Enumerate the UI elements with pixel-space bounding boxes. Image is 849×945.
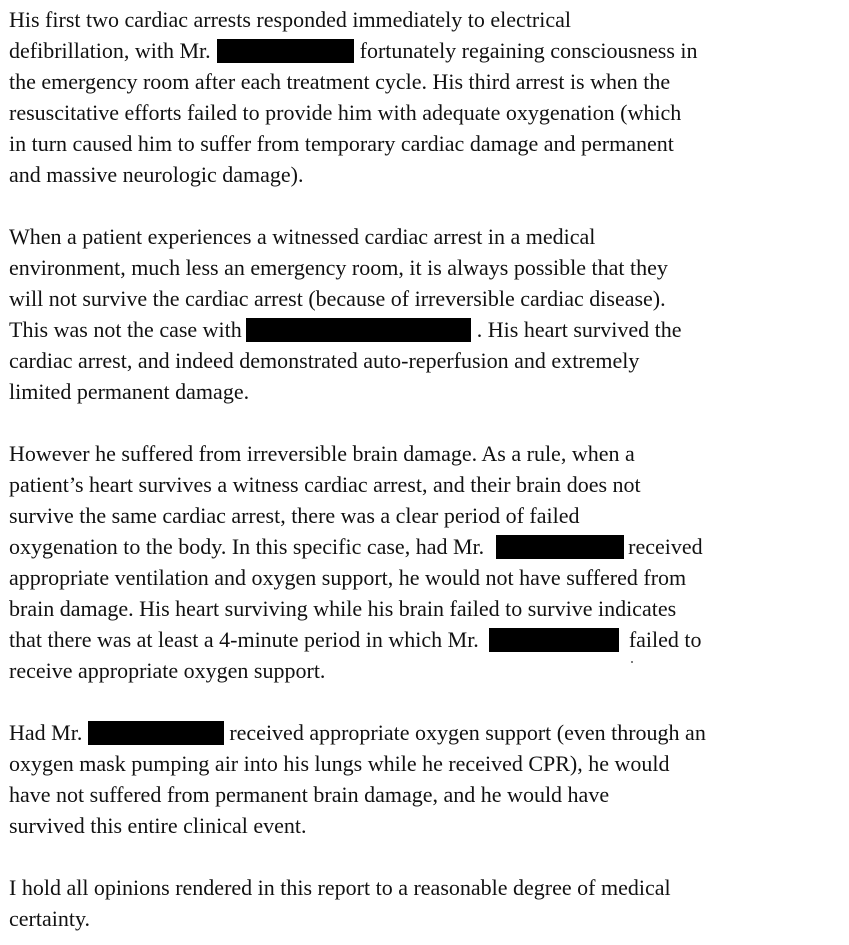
paragraph-opinion-statement (9, 872, 845, 934)
text-segment: oxygenation to the body. In this specific case, had Mr. (9, 534, 485, 559)
text-line: survive the same cardiac arrest, there was a clear period of failed (9, 503, 580, 528)
text-line: When a patient experiences a witnessed cardiac arrest in a medical (9, 224, 596, 249)
text-line (9, 717, 845, 748)
text-line: certainty. (9, 906, 91, 931)
text-segment: Had Mr. (9, 720, 83, 745)
redaction-box (246, 318, 471, 342)
text-line: limited permanent damage. (9, 379, 250, 404)
text-line: brain damage. His heart surviving while his brain failed to survive indicates (9, 596, 677, 621)
text-segment: that there was at least a 4-minute period in which Mr. (9, 627, 479, 652)
text-line: have not suffered from permanent brain damage, and he would have (9, 782, 610, 807)
text-line: survived this entire clinical event. (9, 813, 307, 838)
paragraph-spacer (9, 407, 845, 438)
redaction-box (217, 39, 354, 63)
text-line: I hold all opinions rendered in this report to a reasonable degree of medical (9, 875, 671, 900)
paragraph-oxygen-support (9, 717, 845, 841)
text-line: environment, much less an emergency room, it is always possible that they (9, 255, 668, 280)
text-segment: failed to (628, 627, 702, 652)
text-line: His first two cardiac arrests responded immediately to electrical (9, 7, 572, 32)
text-line: the emergency room after each treatment cycle. His third arrest is when the (9, 69, 671, 94)
text-line: appropriate ventilation and oxygen support, he would not have suffered from (9, 565, 687, 590)
text-line: in turn caused him to suffer from temporary cardiac damage and permanent (9, 131, 674, 156)
text-segment: fortunately regaining consciousness in (359, 38, 698, 63)
text-line: will not survive the cardiac arrest (because of irreversible cardiac disease). (9, 286, 666, 311)
text-line: and massive neurologic damage). (9, 162, 304, 187)
paragraph-spacer (9, 190, 845, 221)
text-line: receive appropriate oxygen support. (9, 658, 326, 683)
paragraph-spacer (9, 686, 845, 717)
text-line (9, 314, 845, 345)
text-line (9, 35, 845, 66)
text-segment: received (628, 534, 703, 559)
paragraph-cardiac-arrests (9, 4, 845, 190)
text-segment: This was not the case with (9, 317, 242, 342)
redaction-box (88, 721, 224, 745)
scan-speck (631, 661, 633, 663)
paragraph-brain-damage (9, 438, 845, 686)
paragraph-witnessed-arrest (9, 221, 845, 407)
text-line: cardiac arrest, and indeed demonstrated auto-reperfusion and extremely (9, 348, 640, 373)
text-line (9, 531, 845, 562)
text-line: oxygen mask pumping air into his lungs while he received CPR), he would (9, 751, 670, 776)
redaction-box (489, 628, 619, 652)
text-line (9, 624, 845, 655)
document-page (9, 4, 845, 934)
text-line: resuscitative efforts failed to provide him with adequate oxygenation (which (9, 100, 682, 125)
paragraph-spacer (9, 841, 845, 872)
text-segment: . His heart survived the (476, 317, 682, 342)
text-line: However he suffered from irreversible brain damage. As a rule, when a (9, 441, 635, 466)
text-line: patient’s heart survives a witness cardiac arrest, and their brain does not (9, 472, 641, 497)
text-segment: defibrillation, with Mr. (9, 38, 211, 63)
redaction-box (496, 535, 624, 559)
text-segment: received appropriate oxygen support (even through an (229, 720, 706, 745)
